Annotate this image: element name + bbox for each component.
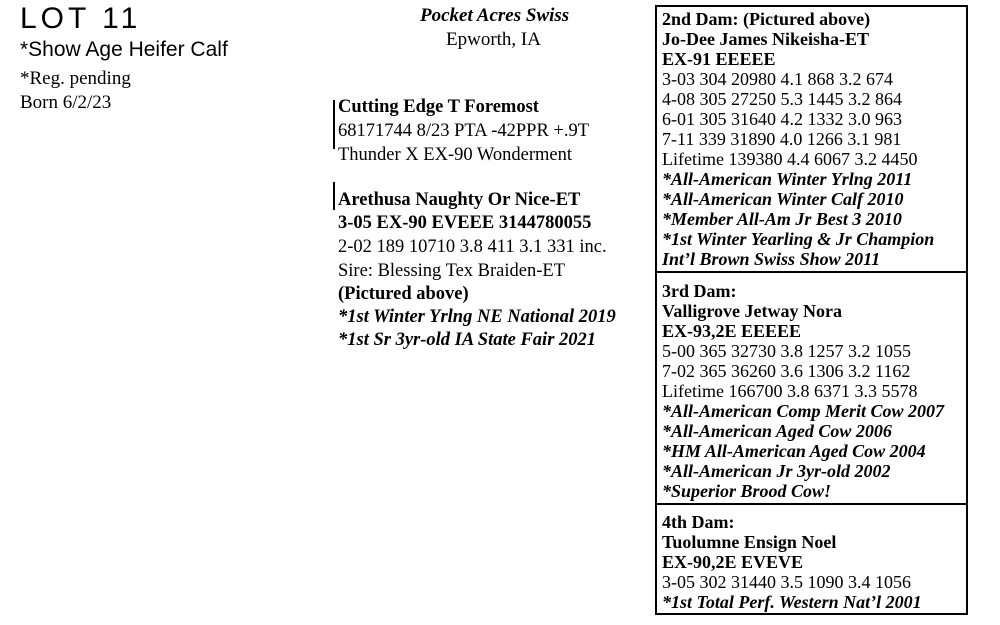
consignor-name: Pocket Acres Swiss xyxy=(420,5,570,26)
lot-title: LOT 11 xyxy=(20,2,142,35)
dam-classification: 3-05 EX-90 EVEEE 3144780055 xyxy=(338,213,592,233)
consignor-location: Epworth, IA xyxy=(446,29,541,50)
dam-pictured-note: (Pictured above) xyxy=(338,284,469,304)
third-dam-record: 5-00 365 32730 3.8 1257 3.2 1055 xyxy=(662,341,911,361)
dam-name: Arethusa Naughty Or Nice-ET xyxy=(338,190,581,210)
third-dam-award: *All-American Comp Merit Cow 2007 xyxy=(662,401,945,421)
third-dam-classification: EX-93,2E EEEEE xyxy=(662,321,802,341)
second-dam-award: Int’l Brown Swiss Show 2011 xyxy=(662,249,881,269)
sire-name: Cutting Edge T Foremost xyxy=(338,97,539,117)
second-dam-award: *Member All-Am Jr Best 3 2010 xyxy=(662,209,902,229)
fourth-dam-record: 3-05 302 31440 3.5 1090 3.4 1056 xyxy=(662,572,911,592)
second-dam-record: 3-03 304 20980 4.1 868 3.2 674 xyxy=(662,69,893,89)
third-dam-name: Valligrove Jetway Nora xyxy=(662,301,842,321)
third-dam-award: *Superior Brood Cow! xyxy=(662,481,832,501)
second-dam-lifetime: Lifetime 139380 4.4 6067 3.2 4450 xyxy=(662,149,918,169)
section-divider xyxy=(657,503,966,505)
third-dam-award: *All-American Jr 3yr-old 2002 xyxy=(662,461,891,481)
second-dam-classification: EX-91 EEEEE xyxy=(662,49,776,69)
third-dam-record: 7-02 365 36260 3.6 1306 3.2 1162 xyxy=(662,361,911,381)
second-dam-award: *1st Winter Yearling & Jr Champion xyxy=(662,229,935,249)
pedigree-bracket-dam xyxy=(333,182,335,210)
third-dam-award: *HM All-American Aged Cow 2004 xyxy=(662,441,926,461)
lot-subtitle: *Show Age Heifer Calf xyxy=(20,38,228,61)
pedigree-bracket-sire xyxy=(333,100,335,149)
fourth-dam-classification: EX-90,2E EVEVE xyxy=(662,552,804,572)
second-dam-record: 7-11 339 31890 4.0 1266 3.1 981 xyxy=(662,129,902,149)
second-dam-award: *All-American Winter Calf 2010 xyxy=(662,189,904,209)
sire-info: 68171744 8/23 PTA -42PPR +.9T xyxy=(338,121,590,141)
second-dam-award: *All-American Winter Yrlng 2011 xyxy=(662,169,913,189)
fourth-dam-heading: 4th Dam: xyxy=(662,512,735,532)
dam-record: 2-02 189 10710 3.8 411 3.1 331 inc. xyxy=(338,237,607,257)
dam-award: *1st Winter Yrlng NE National 2019 xyxy=(338,307,616,327)
fourth-dam-award: *1st Total Perf. Western Nat’l 2001 xyxy=(662,592,922,612)
sire-pedigree: Thunder X EX-90 Wonderment xyxy=(338,145,572,165)
second-dam-name: Jo-Dee James Nikeisha-ET xyxy=(662,29,869,49)
dam-award: *1st Sr 3yr-old IA State Fair 2021 xyxy=(338,330,597,350)
third-dam-heading: 3rd Dam: xyxy=(662,281,737,301)
third-dam-award: *All-American Aged Cow 2006 xyxy=(662,421,892,441)
second-dam-record: 4-08 305 27250 5.3 1445 3.2 864 xyxy=(662,89,902,109)
dam-sire: Sire: Blessing Tex Braiden-ET xyxy=(338,261,566,281)
third-dam-lifetime: Lifetime 166700 3.8 6371 3.3 5578 xyxy=(662,381,918,401)
registration-note: *Reg. pending xyxy=(20,68,131,89)
section-divider xyxy=(657,271,966,273)
second-dam-heading: 2nd Dam: (Pictured above) xyxy=(662,9,871,29)
second-dam-record: 6-01 305 31640 4.2 1332 3.0 963 xyxy=(662,109,902,129)
fourth-dam-name: Tuolumne Ensign Noel xyxy=(662,532,837,552)
birth-date: Born 6/2/23 xyxy=(20,92,112,113)
